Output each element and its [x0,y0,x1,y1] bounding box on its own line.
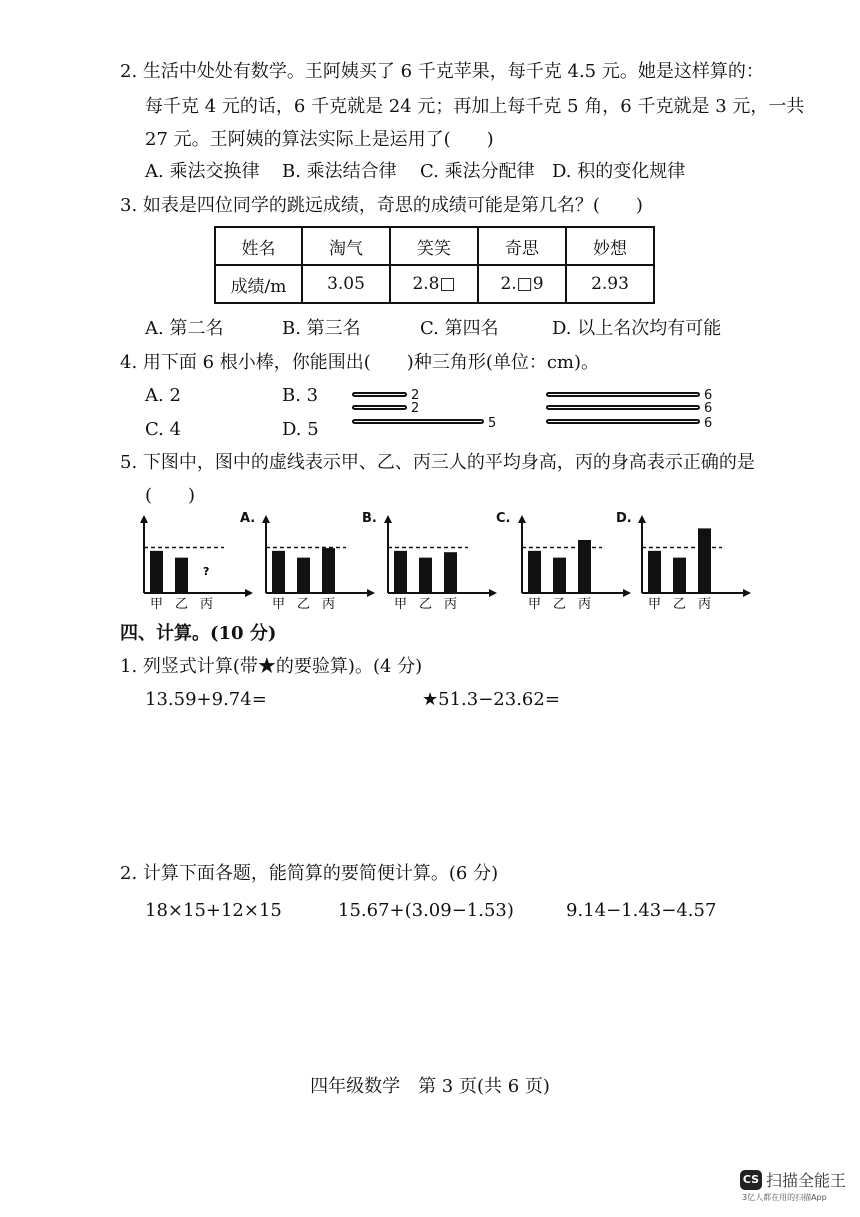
bar [150,551,163,593]
stick [546,419,700,424]
stick-label: 2 [411,388,420,403]
score-table [214,226,655,304]
category-label: 甲 [527,597,542,612]
expression: ★51.3−23.62= [422,689,560,710]
y-axis-arrow-icon [384,515,392,523]
y-axis-arrow-icon [518,515,526,523]
chart-option-label: C. [496,511,511,526]
table-header-cell: 淘气 [302,227,390,265]
page-footer: 四年级数学 第 3 页(共 6 页) [310,1076,550,1097]
q2-option-a: A. 乘法交换律 [145,161,260,182]
table-cell: 3.05 [302,265,390,303]
x-axis-arrow-icon [743,589,751,597]
chart-option-label: D. [616,511,632,526]
category-label: 乙 [552,597,567,612]
category-label: 丙 [697,597,712,612]
chart-option-label: A. [240,511,256,526]
stick [546,405,700,410]
bar [648,551,661,593]
category-label: 甲 [271,597,286,612]
q3-option-b: B. 第三名 [282,318,361,339]
q3-option-a: A. 第二名 [145,318,224,339]
scanner-logo [740,1168,846,1191]
category-label: 乙 [672,597,687,612]
stick-label: 6 [704,416,713,431]
y-axis-arrow-icon [638,515,646,523]
section4-title: 四、计算。(10 分) [120,623,277,644]
x-axis-arrow-icon [489,589,497,597]
bar [673,558,686,593]
stick [352,392,407,397]
table-cell: 2.8□ [390,265,478,303]
category-label: 乙 [174,597,189,612]
table-cell: 2.93 [566,265,654,303]
scanner-name: 扫描全能王 [766,1171,847,1190]
table-row [215,265,654,303]
bar [175,558,188,593]
q2-line-1: 2. 生活中处处有数学。王阿姨买了 6 千克苹果，每千克 4.5 元。她是这样算的： [120,61,764,82]
section4-q2-text: 2. 计算下面各题，能简算的要简便计算。(6 分) [120,863,499,884]
chart-option-label: B. [362,511,377,526]
stick [352,405,407,410]
category-label: 甲 [393,597,408,612]
category-label: 丙 [199,597,214,612]
expression: 13.59+9.74= [145,689,267,710]
category-label: 甲 [149,597,164,612]
height-bar-chart [628,515,753,615]
stick-label: 6 [704,388,713,403]
bar [698,528,711,593]
expression: 15.67+(3.09−1.53) [338,900,514,921]
q2-line-3: 27 元。王阿姨的算法实际上是运用了( ) [145,129,494,150]
q2-option-b: B. 乘法结合律 [282,161,397,182]
bar [553,558,566,593]
q4-option-a: A. 2 [145,385,181,406]
unknown-value-mark: ? [203,565,210,578]
table-cell: 2.□9 [478,265,566,303]
q4-text: 4. 用下面 6 根小棒，你能围出( )种三角形(单位：cm)。 [120,352,600,373]
bar [528,551,541,593]
y-axis-arrow-icon [140,515,148,523]
bar [297,558,310,593]
q5-line-1: 5. 下图中，图中的虚线表示甲、乙、丙三人的平均身高，丙的身高表示正确的是 [120,452,755,473]
bar [444,552,457,593]
bar [419,558,432,593]
q4-option-b: B. 3 [282,385,319,406]
q2-option-d: D. 积的变化规律 [552,161,686,182]
table-header-cell: 姓名 [215,227,302,265]
height-bar-chart [130,515,255,615]
cs-badge-icon: CS [740,1170,762,1190]
q4-option-c: C. 4 [145,419,182,440]
q3-option-d: D. 以上名次均有可能 [552,318,722,339]
q3-text: 3. 如表是四位同学的跳远成绩，奇思的成绩可能是第几名？( ) [120,195,643,216]
stick [546,392,700,397]
scanner-tagline: 3亿人都在用的扫描App [742,1193,827,1202]
category-label: 丙 [321,597,336,612]
table-header-cell: 笑笑 [390,227,478,265]
bar [394,551,407,593]
expression: 18×15+12×15 [145,900,282,921]
bar [578,540,591,593]
q4-option-d: D. 5 [282,419,319,440]
category-label: 丙 [443,597,458,612]
q2-line-2: 每千克 4 元的话，6 千克就是 24 元；再加上每千克 5 角，6 千克就是 3 元，一共 [145,96,805,117]
category-label: 乙 [418,597,433,612]
table-row [215,227,654,265]
y-axis-arrow-icon [262,515,270,523]
bar [322,548,335,593]
table-header-cell: 妙想 [566,227,654,265]
stick [352,419,484,424]
category-label: 甲 [647,597,662,612]
q3-option-c: C. 第四名 [420,318,499,339]
table-header-cell: 奇思 [478,227,566,265]
bar [272,551,285,593]
height-bar-chart [374,515,499,615]
height-bar-chart [508,515,633,615]
section4-q1-text: 1. 列竖式计算(带★的要验算)。(4 分) [120,656,423,677]
table-cell: 成绩/m [215,265,302,303]
q5-line-2: ( ) [145,485,196,506]
category-label: 乙 [296,597,311,612]
stick-label: 5 [488,416,497,431]
category-label: 丙 [577,597,592,612]
q2-option-c: C. 乘法分配律 [420,161,535,182]
stick-label: 2 [411,401,420,416]
expression: 9.14−1.43−4.57 [566,900,717,921]
height-bar-chart [252,515,377,615]
stick-label: 6 [704,401,713,416]
